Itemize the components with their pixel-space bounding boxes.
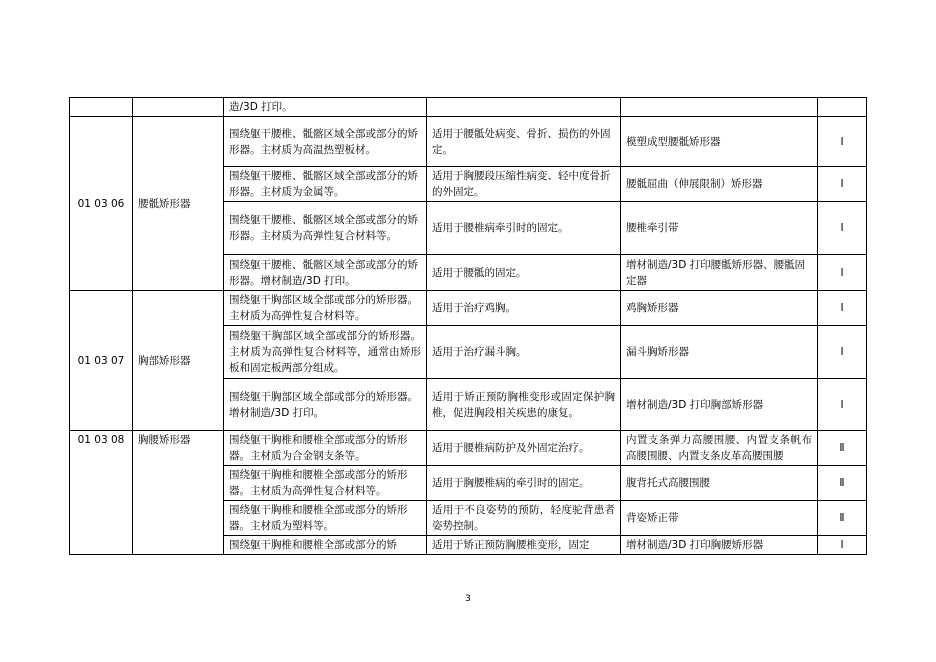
example-cell: 增材制造/3D 打印腰骶矫形器、腰骶固定器 — [621, 255, 818, 291]
description-cell: 围绕躯干腰椎、骶髂区域全部或部分的矫形器。增材制造/3D 打印。 — [224, 255, 427, 291]
description-cell: 围绕躯干胸部区域全部或部分的矫形器。主材质为高弹性复合材料等。 — [224, 291, 427, 326]
example-cell: 增材制造/3D 打印胸部矫形器 — [621, 379, 818, 431]
example-cell: 腰骶屈曲（伸展限制）矫形器 — [621, 167, 818, 202]
intended-use-cell: 适用于治疗漏斗胸。 — [427, 326, 621, 379]
description-cell: 围绕躯干胸部区域全部或部分的矫形器。增材制造/3D 打印。 — [224, 379, 427, 431]
description-cell: 围绕躯干腰椎、骶髂区域全部或部分的矫形器。主材质为高温热塑板材。 — [224, 117, 427, 167]
description-cell: 围绕躯干腰椎、骶髂区域全部或部分的矫形器。主材质为高弹性复合材料等。 — [224, 202, 427, 255]
description-cell: 围绕躯干胸椎和腰椎全部或部分的矫形器。主材质为塑料等。 — [224, 501, 427, 536]
intended-use-cell: 适用于矫正预防胸腰椎变形，固定 — [427, 536, 621, 555]
example-cell: 背姿矫正带 — [621, 501, 818, 536]
code-cell: 01 03 06 — [70, 117, 133, 291]
description-cell: 围绕躯干胸椎和腰椎全部或部分的矫 — [224, 536, 427, 555]
code-cell: 01 03 08 — [70, 431, 133, 555]
intended-use-cell: 适用于腰骶处病变、骨折、损伤的外固定。 — [427, 117, 621, 167]
description-cell: 围绕躯干胸椎和腰椎全部或部分的矫形器。主材质为合金钢支条等。 — [224, 431, 427, 466]
intended-use-cell: 适用于矫正预防胸椎变形或固定保护胸椎，促进胸段相关疾患的康复。 — [427, 379, 621, 431]
example-cell — [621, 98, 818, 117]
code-cell: 01 03 07 — [70, 291, 133, 431]
class-cell: Ⅰ — [818, 202, 867, 255]
class-cell: Ⅱ — [818, 466, 867, 501]
category-cell: 腰骶矫形器 — [133, 117, 224, 291]
class-cell: Ⅱ — [818, 431, 867, 466]
class-cell: Ⅰ — [818, 167, 867, 202]
table-row — [70, 431, 867, 466]
product-classification-table — [69, 97, 867, 555]
intended-use-cell: 适用于腰椎病牵引时的固定。 — [427, 202, 621, 255]
intended-use-cell: 适用于治疗鸡胸。 — [427, 291, 621, 326]
class-cell: Ⅰ — [818, 379, 867, 431]
example-cell: 内置支条弹力高腰围腰、内置支条帆布高腰围腰、内置支条皮革高腰围腰 — [621, 431, 818, 466]
table-row — [70, 98, 867, 117]
category-cell — [133, 98, 224, 117]
page-number: 3 — [465, 594, 471, 604]
category-cell: 胸腰矫形器 — [133, 431, 224, 555]
example-cell: 模塑成型腰骶矫形器 — [621, 117, 818, 167]
class-cell: Ⅰ — [818, 255, 867, 291]
intended-use-cell: 适用于腰椎病防护及外固定治疗。 — [427, 431, 621, 466]
intended-use-cell: 适用于胸腰椎病的牵引时的固定。 — [427, 466, 621, 501]
intended-use-cell: 适用于胸腰段压缩性病变、轻中度骨折的外固定。 — [427, 167, 621, 202]
class-cell: Ⅰ — [818, 326, 867, 379]
class-cell: Ⅰ — [818, 117, 867, 167]
example-cell: 漏斗胸矫形器 — [621, 326, 818, 379]
example-cell: 鸡胸矫形器 — [621, 291, 818, 326]
class-cell: Ⅱ — [818, 501, 867, 536]
intended-use-cell: 适用于腰骶的固定。 — [427, 255, 621, 291]
example-cell: 腹背托式高腰围腰 — [621, 466, 818, 501]
description-cell: 围绕躯干胸椎和腰椎全部或部分的矫形器。主材质为高弹性复合材料等。 — [224, 466, 427, 501]
example-cell: 腰椎牵引带 — [621, 202, 818, 255]
category-cell: 胸部矫形器 — [133, 291, 224, 431]
table-row — [70, 291, 867, 326]
table-row — [70, 117, 867, 167]
code-cell — [70, 98, 133, 117]
intended-use-cell — [427, 98, 621, 117]
class-cell — [818, 98, 867, 117]
class-cell: Ⅰ — [818, 536, 867, 555]
class-cell: Ⅰ — [818, 291, 867, 326]
description-cell: 围绕躯干胸部区域全部或部分的矫形器。主材质为高弹性复合材料等，通常由矫形板和固定板两部分组成。 — [224, 326, 427, 379]
intended-use-cell: 适用于不良姿势的预防，轻度驼背患者姿势控制。 — [427, 501, 621, 536]
example-cell: 增材制造/3D 打印胸腰矫形器 — [621, 536, 818, 555]
description-cell: 围绕躯干腰椎、骶髂区域全部或部分的矫形器。主材质为金属等。 — [224, 167, 427, 202]
description-cell: 造/3D 打印。 — [224, 98, 427, 117]
